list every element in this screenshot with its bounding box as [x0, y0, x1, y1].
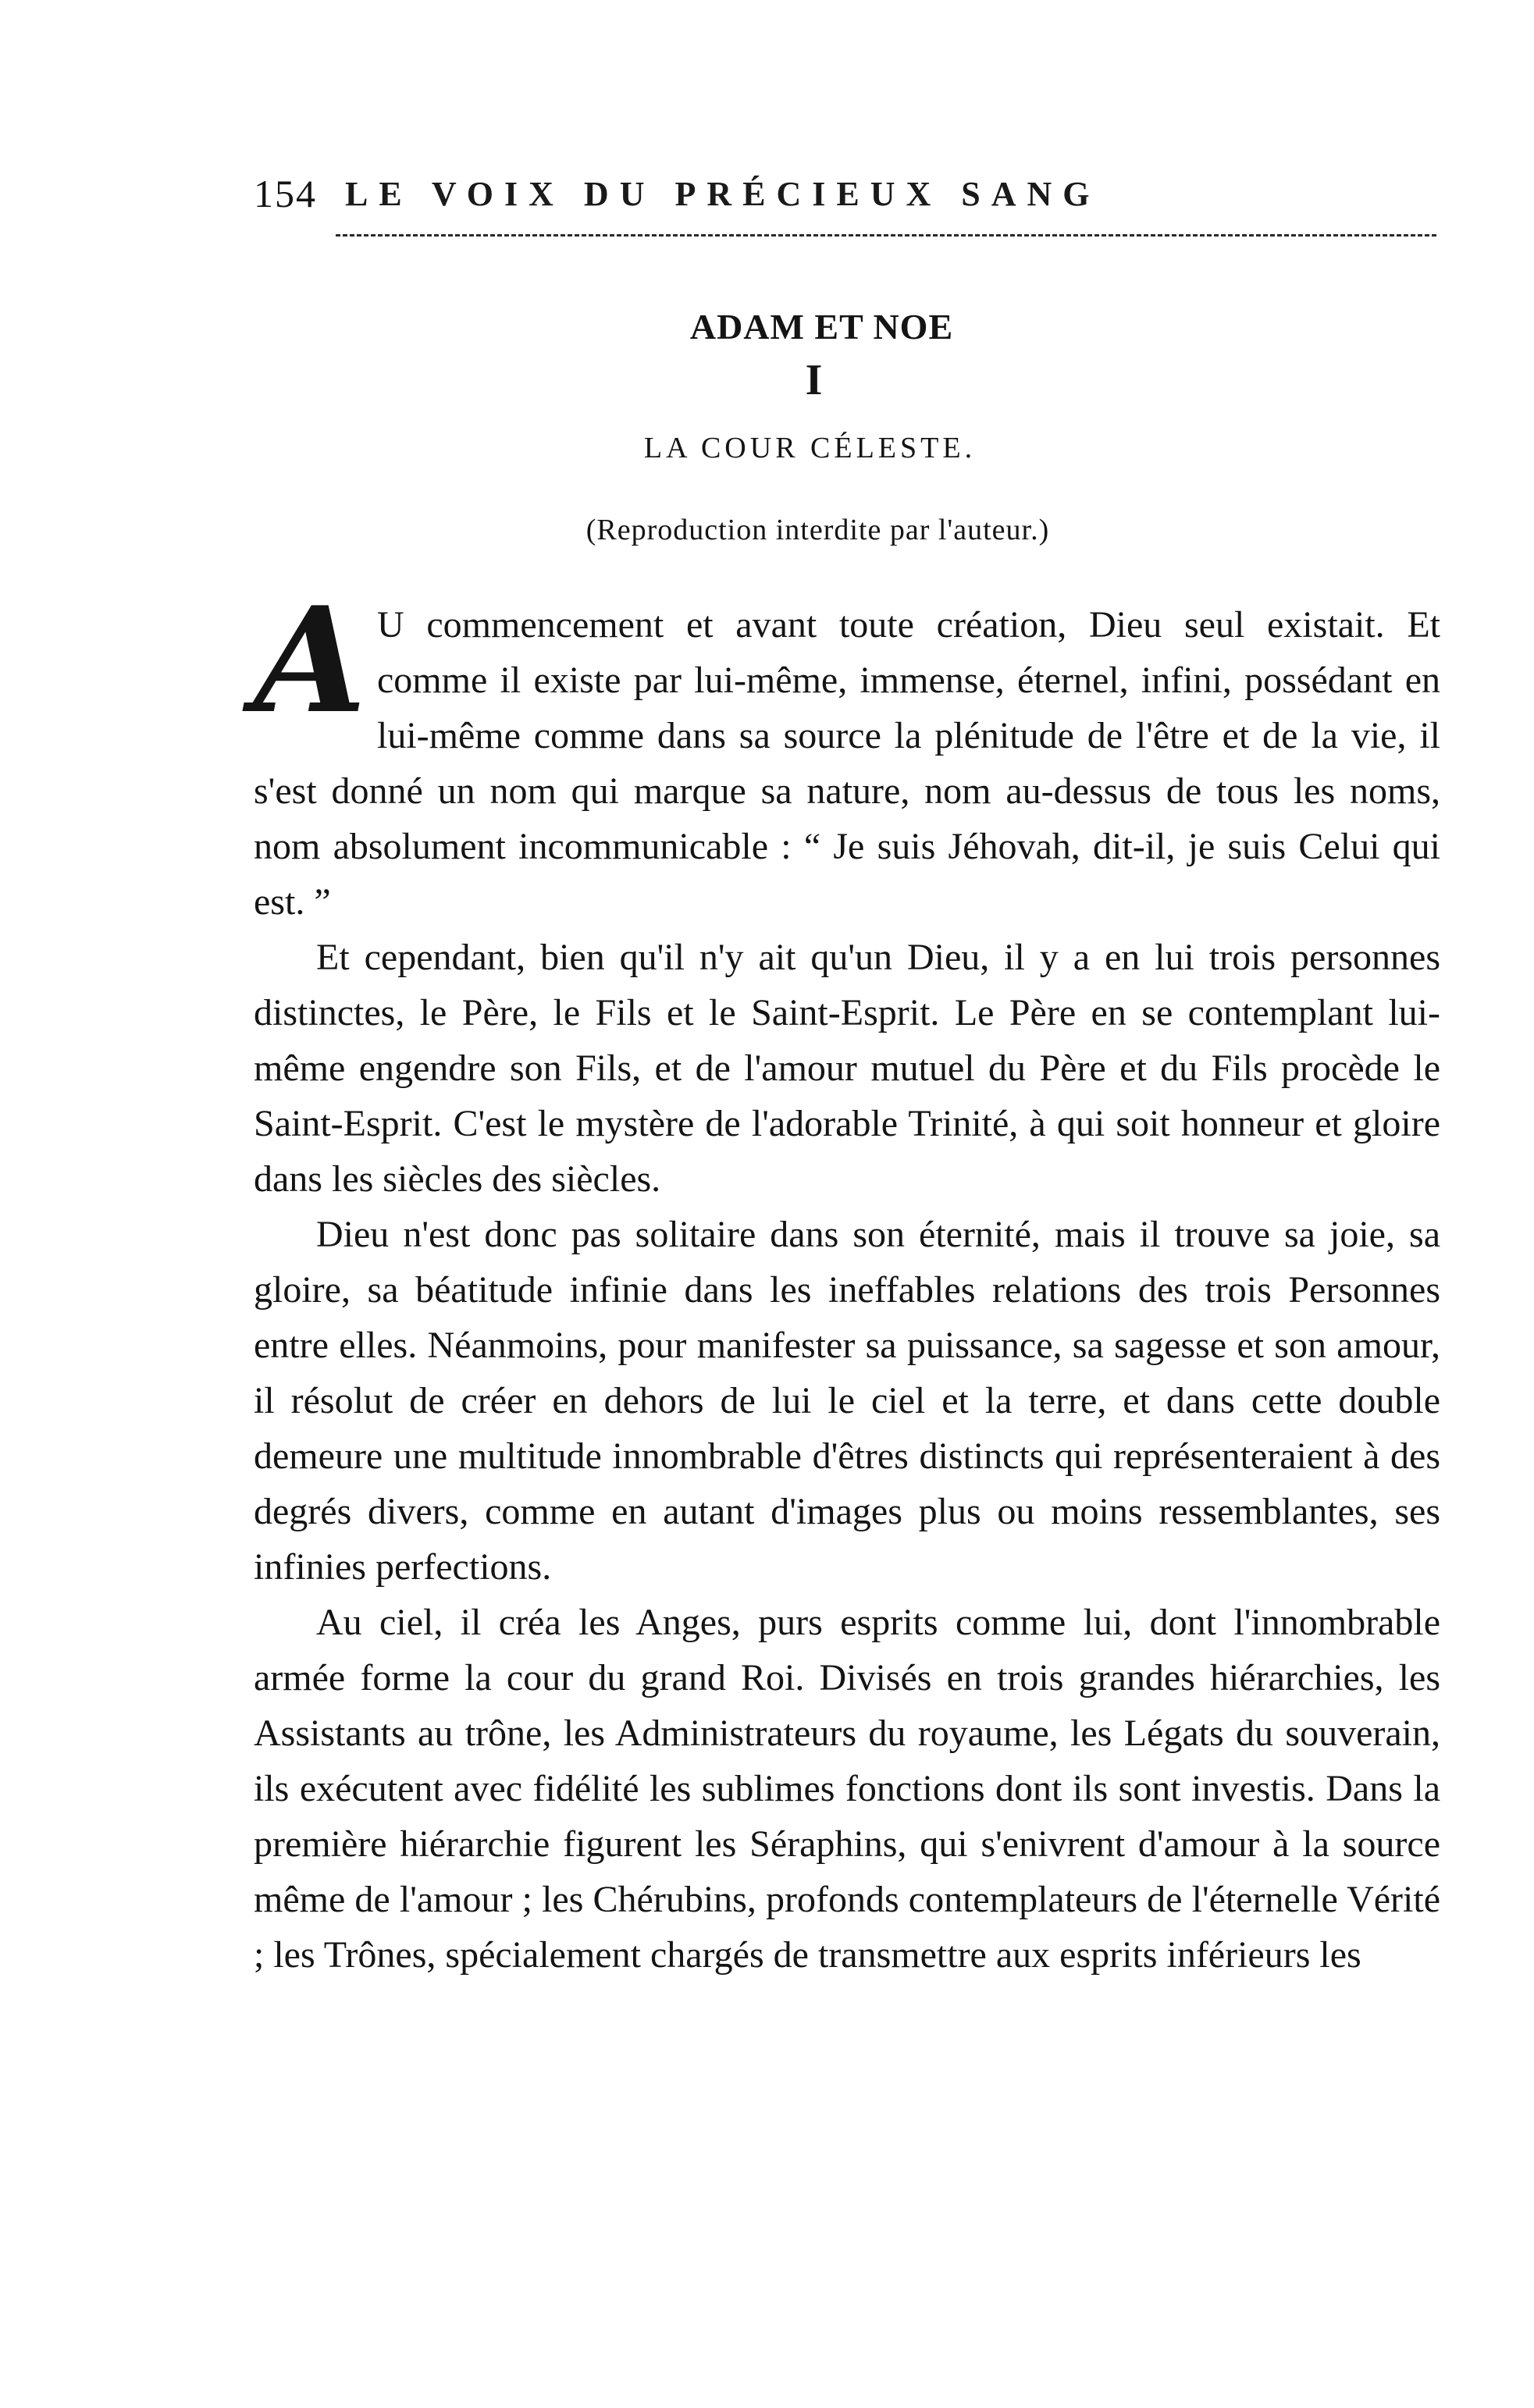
body-text — [254, 574, 1440, 1983]
header-rule — [336, 234, 1436, 237]
paragraph — [254, 574, 1440, 930]
reproduction-notice: (Reproduction interdite par l'auteur.) — [585, 514, 1050, 546]
page-header — [254, 170, 1440, 217]
paragraph-text: U commencement et avant toute création, Dieu seul existait. Et comme il existe par lui-même, immense, éternel, infini, possédant en lui-même comme dans sa source la plénitude de l'être et de la vie, il s'est donné un nom qui marque sa nature, nom au-dessus de tous les noms, nom absolument incommunicable : “ Je suis Jéhovah, dit-il, je suis Celui qui est. ” — [254, 604, 1440, 923]
running-title: LE VOIX DU PRÉCIEUX SANG — [345, 174, 1101, 213]
page-number: 154 — [254, 172, 317, 215]
paragraph: Au ciel, il créa les Anges, purs esprits comme lui, dont l'innombrable armée forme la cour du grand Roi. Divisés en trois grandes hiérarchies, les Assistants au trône, les Administrateurs du royaume, les Légats du souverain, ils exécutent avec fidélité les sublimes fonctions dont ils sont investis. Dans la première hiérarchie figurent les Séraphins, qui s'enivrent d'amour à la source même de l'amour ; les Chérubins, profonds contemplateurs de l'éternelle Vérité ; les Trônes, spécialement chargés de transmettre aux esprits inférieurs les — [254, 1602, 1440, 1976]
paragraph: Dieu n'est donc pas solitaire dans son éternité, mais il trouve sa joie, sa gloire, sa béatitude infinie dans les ineffables relations des trois Personnes entre elles. Néanmoins, pour manifester sa puissance, sa sagesse et son amour, il résolut de créer en dehors de lui le ciel et la terre, et dans cette double demeure une multitude innombrable d'êtres distincts qui représenteraient à des degrés divers, comme en autant d'images plus ou moins ressemblantes, ses infinies perfections. — [254, 1214, 1440, 1588]
drop-cap: A — [254, 574, 367, 745]
paragraph: Et cependant, bien qu'il n'y ait qu'un Dieu, il y a en lui trois personnes distinctes, le Père, le Fils et le Saint-Esprit. Le Père en se contemplant lui-même engendre son Fils, et de l'amour mutuel du Père et du Fils procède le Saint-Esprit. C'est le mystère de l'adorable Trinité, à qui soit honneur et gloire dans les siècles des siècles. — [254, 937, 1440, 1200]
chapter-title: ADAM ET NOE — [689, 307, 954, 347]
chapter-number: I — [805, 356, 823, 404]
section-title: LA COUR CÉLESTE. — [643, 432, 977, 464]
